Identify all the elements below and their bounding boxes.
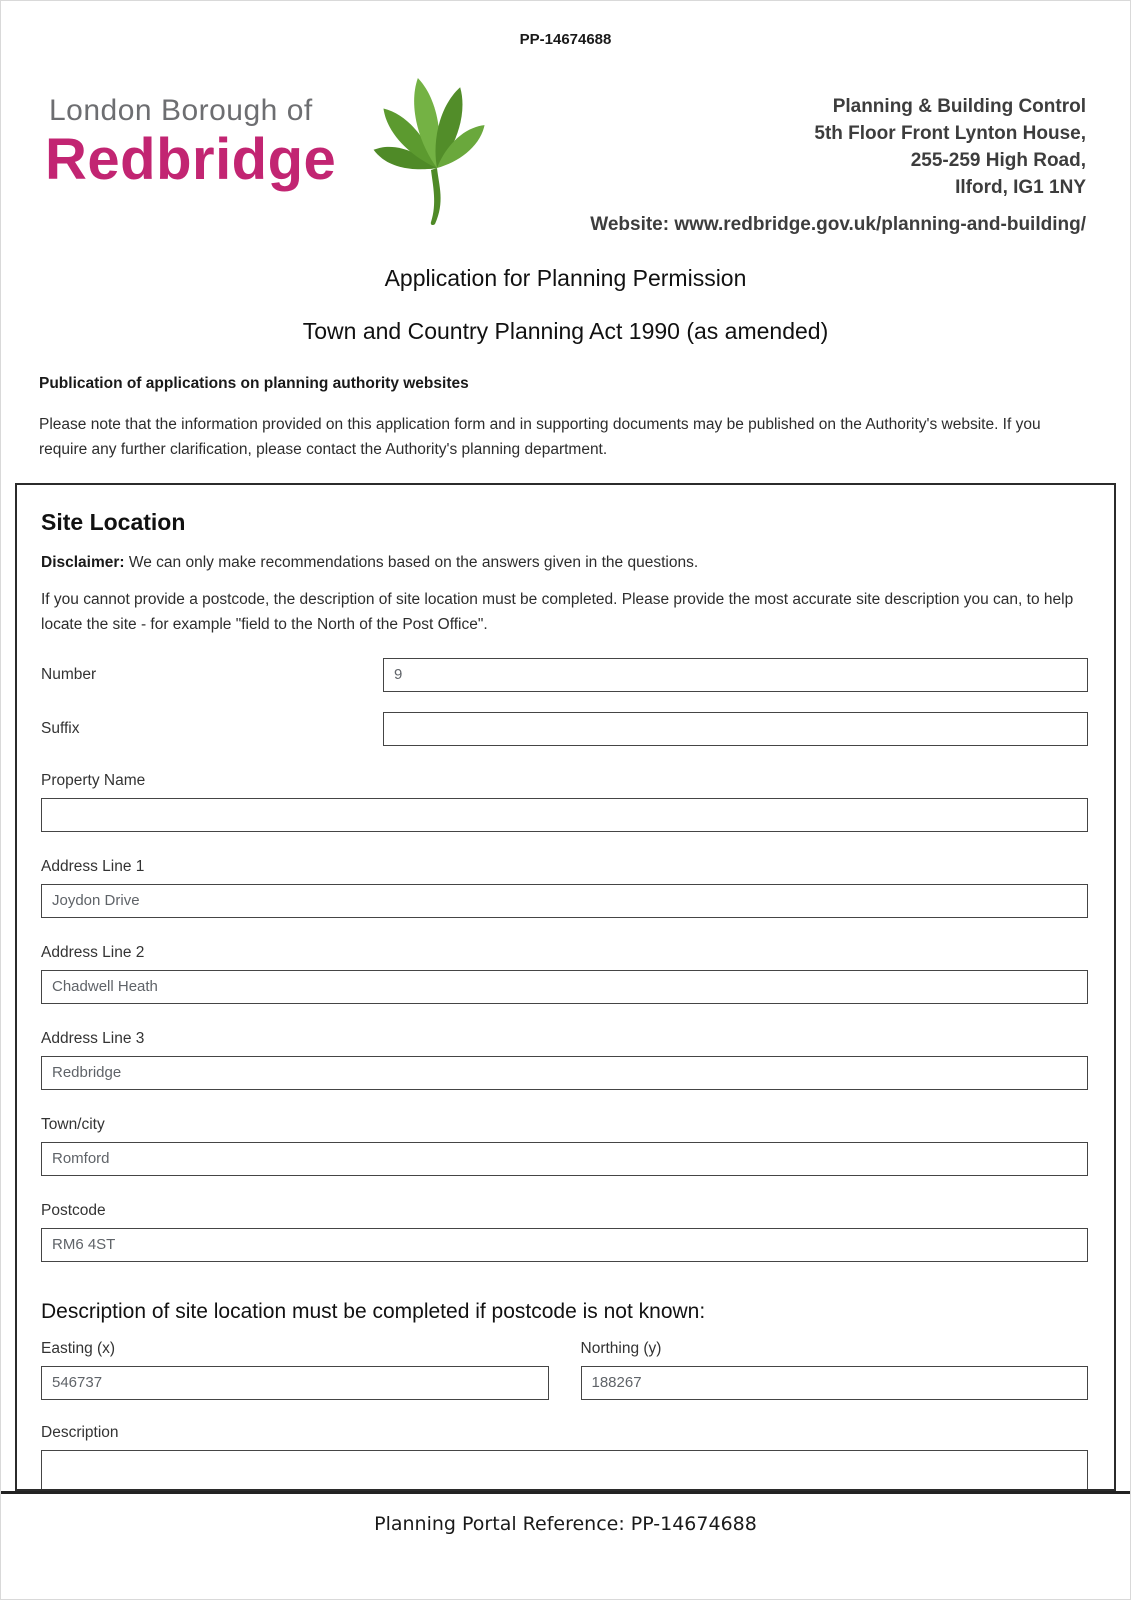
- header: [1, 48, 1130, 239]
- description-input[interactable]: [41, 1450, 1088, 1491]
- field-northing: [581, 1340, 1089, 1400]
- description-label: Description: [41, 1423, 119, 1441]
- address-line-2-label: Address Line 2: [41, 943, 145, 961]
- field-row-address-line-1: [41, 858, 1088, 918]
- planning-portal-reference: Planning Portal Reference: PP-14674688: [374, 1513, 757, 1535]
- field-row-address-line-3: [41, 1030, 1088, 1090]
- coordinates-row: [41, 1340, 1088, 1400]
- town-city-input[interactable]: [41, 1142, 1088, 1176]
- description-section-heading: Description of site location must be completed if postcode is not known:: [41, 1299, 706, 1323]
- site-location-section: [15, 483, 1116, 1491]
- suffix-label: Suffix: [41, 719, 80, 737]
- number-input[interactable]: [383, 658, 1088, 692]
- address-line-1-label: Address Line 1: [41, 857, 145, 875]
- site-location-intro: If you cannot provide a postcode, the description of site location must be completed. Please provide the most accurate site description you can, to help locate the site - for example "field to the North of the Post Office".: [41, 591, 1074, 633]
- postcode-input[interactable]: [41, 1228, 1088, 1262]
- contact-line: Planning & Building Control: [832, 96, 1086, 117]
- number-label: Number: [41, 665, 97, 683]
- field-row-description: [41, 1424, 1088, 1491]
- field-row-suffix: [41, 712, 1088, 746]
- town-city-label: Town/city: [41, 1115, 105, 1133]
- publication-heading: Publication of applications on planning authority websites: [39, 374, 469, 392]
- website-link: Website: www.redbridge.gov.uk/planning-and-building/: [590, 213, 1086, 235]
- address-line-1-input[interactable]: [41, 884, 1088, 918]
- logo-text-redbridge: Redbridge: [45, 127, 337, 192]
- publication-body: Please note that the information provided on this application form and in supporting documents may be published on the Authority's website. If you require any further clarification, please contact the Authority's planning department.: [39, 415, 1041, 458]
- address-line-3-input[interactable]: [41, 1056, 1088, 1090]
- site-location-heading: Site Location: [41, 509, 186, 535]
- form-title: Application for Planning Permission: [384, 264, 747, 291]
- contact-line: 5th Floor Front Lynton House,: [814, 122, 1086, 144]
- field-row-number: [41, 658, 1088, 692]
- disclaimer-label: Disclaimer:: [41, 554, 125, 571]
- reference-number-top: PP-14674688: [519, 31, 612, 48]
- field-row-postcode: [41, 1202, 1088, 1262]
- field-row-town-city: [41, 1116, 1088, 1176]
- contact-line: 255-259 High Road,: [910, 149, 1086, 171]
- property-name-label: Property Name: [41, 771, 146, 789]
- field-easting: [41, 1340, 549, 1400]
- property-name-input[interactable]: [41, 798, 1088, 832]
- publication-section: [39, 375, 1092, 463]
- logo-text-borough: London Borough of: [49, 94, 313, 127]
- field-row-address-line-2: [41, 944, 1088, 1004]
- disclaimer-body: We can only make recommendations based on the answers given in the questions.: [128, 554, 699, 571]
- planning-contact-block: [590, 66, 1086, 239]
- field-row-property-name: [41, 772, 1088, 832]
- postcode-label: Postcode: [41, 1201, 106, 1219]
- easting-input[interactable]: [41, 1366, 549, 1400]
- easting-label: Easting (x): [41, 1339, 116, 1357]
- disclaimer-text: [41, 554, 1088, 572]
- page-break-divider: [1, 1491, 1130, 1494]
- northing-label: Northing (y): [580, 1339, 662, 1357]
- address-line-3-label: Address Line 3: [41, 1029, 145, 1047]
- leaf-icon: [345, 60, 525, 230]
- contact-line: Ilford, IG1 1NY: [955, 176, 1086, 198]
- northing-input[interactable]: [581, 1366, 1089, 1400]
- redbridge-logo: [45, 66, 545, 226]
- suffix-input[interactable]: [383, 712, 1088, 746]
- address-line-2-input[interactable]: [41, 970, 1088, 1004]
- form-subtitle: Town and Country Planning Act 1990 (as amended): [302, 317, 829, 344]
